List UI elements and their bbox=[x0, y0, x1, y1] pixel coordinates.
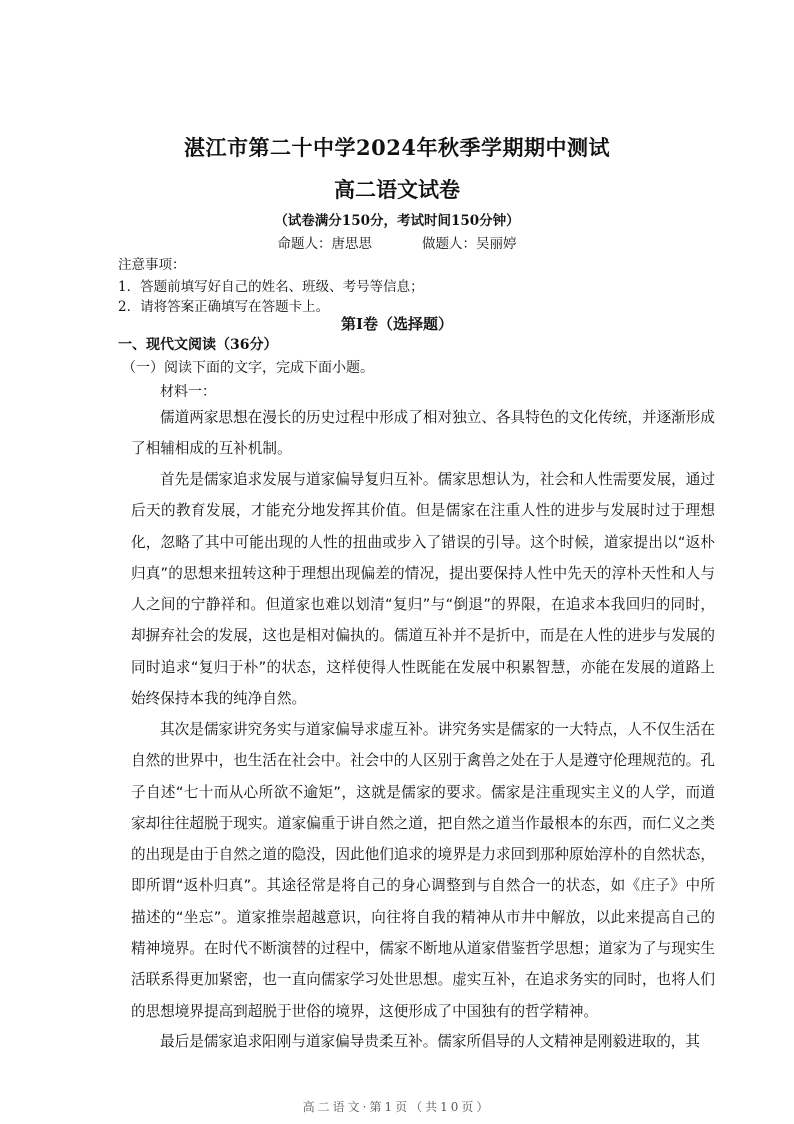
notes-title: 注意事项： bbox=[118, 257, 186, 273]
section-heading: 第Ⅰ卷（选择题） bbox=[340, 315, 454, 333]
sub-heading: （一）阅读下面的文字，完成下面小题。 bbox=[122, 360, 374, 376]
paragraph-4: 最后是儒家追求阳刚与道家偏导贵柔互补。儒家所倡导的人文精神是刚毅进取的，其 bbox=[160, 1033, 700, 1050]
checker: 做题人：吴丽婷 bbox=[422, 236, 517, 252]
paragraph-2: 首先是儒家追求发展与道家偏导复归互补。儒家思想认为，社会和人性需要发展，通过后天的教育发展，才能充分地发挥其价值。但是儒家在注重人性的进步与发展时过于理想化，忽略了其中可能出现的人性的扭曲或步入了错误的引导。这个时候，道家提出以“返朴归真”的思想来扭转这种于理想出现偏差的情况，提出要保持人性中先天的淳朴天性和人与人之间的宁静祥和。但道家也难以划清“复归”与“倒退”的界限，在追求本我回归的同时，却摒弃社会的发展，这也是相对偏执的。儒道互补并不是折中，而是在人性的进步与发展的同时追求“复归于朴”的状态，这样使得人性既能在发展中积累智慧，亦能在发展的道路上始终保持本我的纯净自然。 bbox=[131, 471, 715, 708]
exam-info: （试卷满分150分，考试时间150分钟） bbox=[274, 213, 520, 229]
material-label: 材料一： bbox=[160, 384, 216, 400]
exam-title: 湛江市第二十中学2024年秋季学期期中测试 bbox=[184, 135, 610, 160]
part-heading: 一、现代文阅读（36分） bbox=[118, 337, 278, 353]
authors-line bbox=[0, 232, 794, 252]
paragraph-1: 儒道两家思想在漫长的历史过程中形成了相对独立、各具特色的文化传统，并逐渐形成了相辅相成的互补机制。 bbox=[131, 409, 715, 458]
author: 命题人：唐思思 bbox=[277, 236, 372, 252]
paragraph-3: 其次是儒家讲究务实与道家偏导求虚互补。讲究务实是儒家的一大特点，人不仅生活在自然的世界中，也生活在社会中。社会中的人区别于禽兽之处在于人是遵守伦理规范的。孔子自述“七十而从心所欲不逾矩”，这就是儒家的要求。儒家是注重现实主义的人学，而道家却往往超脱于现实。道家偏重于讲自然之道，把自然之道当作最根本的东西，而仁义之类的出现是由于自然之道的隐没，因此他们追求的境界是力求回到那种原始淳朴的自然状态，即所谓“返朴归真”。其途径常是将自己的身心调整到与自然合一的状态，如《庄子》中所描述的“坐忘”。道家推崇超越意识，向往将自我的精神从市井中解放，以此来提高自己的精神境界。在时代不断演替的过程中，儒家不断地从道家借鉴哲学思想；道家为了与现实生活联系得更加紧密，也一直向儒家学习处世思想。虚实互补，在追求务实的同时，也将人们的思想境界提高到超脱于世俗的境界，这便形成了中国独有的哲学精神。 bbox=[131, 721, 715, 1020]
note-item-1: 1．答题前填写好自己的姓名、班级、考号等信息； bbox=[118, 279, 424, 295]
note-item-2: 2．请将答案正确填写在答题卡上。 bbox=[118, 299, 330, 315]
page-footer: 高二语文·第1页（共10页） bbox=[302, 1100, 492, 1114]
exam-subtitle: 高二语文试卷 bbox=[334, 177, 460, 202]
